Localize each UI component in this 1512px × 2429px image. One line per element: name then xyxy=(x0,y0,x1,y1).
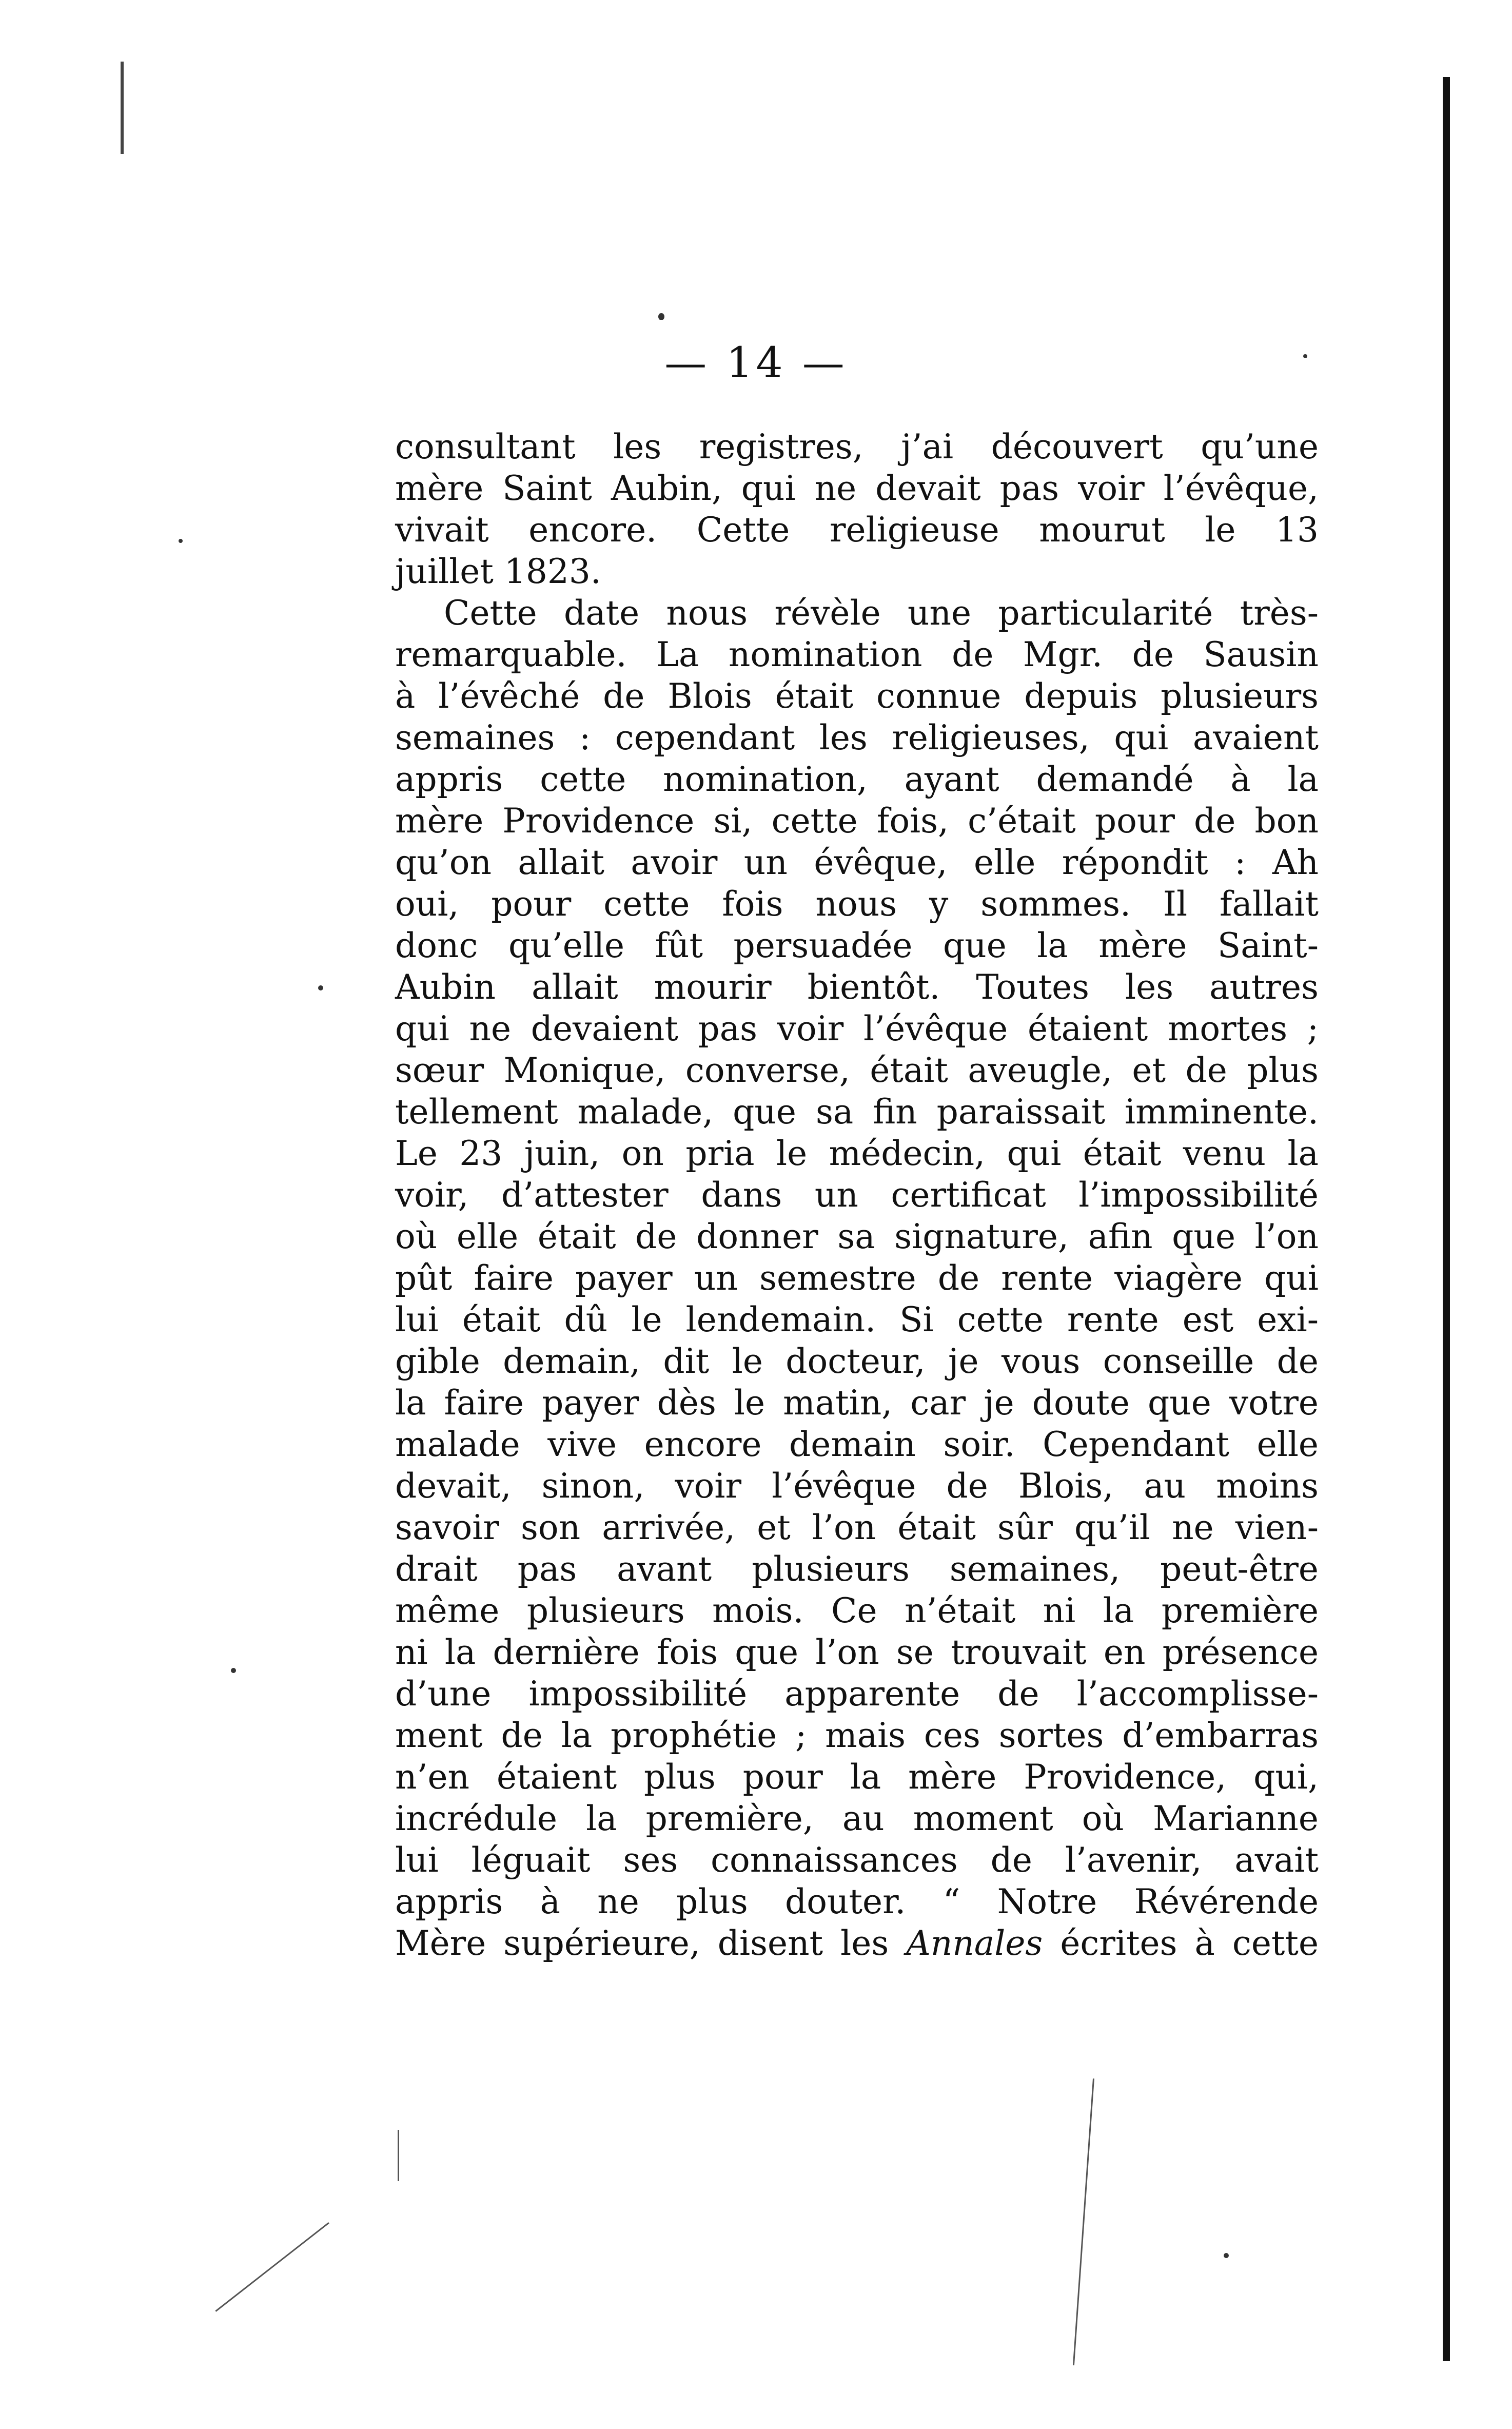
text-line: qu’on allait avoir un évêque, elle répondit : Ah xyxy=(395,843,1319,882)
text-line: tellement malade, que sa fin paraissait imminente. xyxy=(395,1092,1319,1132)
text-line: semaines : cependant les religieuses, qui avaient xyxy=(395,718,1319,757)
text-line: Cette date nous révèle une particularité très- xyxy=(444,593,1319,633)
text-line: même plusieurs mois. Ce n’était ni la première xyxy=(395,1591,1319,1630)
text-line: incrédule la première, au moment où Marianne xyxy=(395,1799,1319,1838)
text-line: juillet 1823. xyxy=(395,552,601,591)
scan-speck xyxy=(231,1668,236,1673)
text-line: savoir son arrivée, et l’on était sûr qu’il ne vien- xyxy=(395,1508,1319,1547)
text-line: ni la dernière fois que l’on se trouvait en présence xyxy=(395,1633,1319,1672)
scan-mark xyxy=(215,2222,329,2312)
text-line: à l’évêché de Blois était connue depuis plusieurs xyxy=(395,676,1319,716)
text-line: Le 23 juin, on pria le médecin, qui était venu la xyxy=(395,1134,1319,1173)
text-line: ment de la prophétie ; mais ces sortes d’embarras xyxy=(395,1716,1319,1755)
text-line: remarquable. La nomination de Mgr. de Sausin xyxy=(395,635,1319,674)
text-segment: écrites à cette xyxy=(1043,1923,1319,1963)
text-segment: Mère supérieure, disent les xyxy=(395,1923,907,1963)
scan-edge-left xyxy=(121,62,124,154)
text-line: pût faire payer un semestre de rente viagère qui xyxy=(395,1258,1319,1298)
text-line: voir, d’attester dans un certificat l’impossibilité xyxy=(395,1175,1319,1215)
text-line: la faire payer dès le matin, car je doute que votre xyxy=(395,1383,1319,1423)
text-line: Aubin allait mourir bientôt. Toutes les autres xyxy=(395,967,1319,1007)
text-line: appris cette nomination, ayant demandé à la xyxy=(395,760,1319,799)
text-line: vivait encore. Cette religieuse mourut le 13 xyxy=(395,510,1319,550)
text-line: drait pas avant plusieurs semaines, peut-être xyxy=(395,1549,1319,1589)
text-line: oui, pour cette fois nous y sommes. Il fallait xyxy=(395,884,1319,924)
text-line: gible demain, dit le docteur, je vous conseille de xyxy=(395,1342,1319,1381)
text-line: malade vive encore demain soir. Cependant elle xyxy=(395,1425,1319,1464)
text-line: qui ne devaient pas voir l’évêque étaient mortes ; xyxy=(395,1009,1319,1048)
text-line-with-italic xyxy=(395,1922,1319,1964)
body-text xyxy=(395,426,1319,1964)
text-line: devait, sinon, voir l’évêque de Blois, au moins xyxy=(395,1466,1319,1506)
text-line: n’en étaient plus pour la mère Providence, qui, xyxy=(395,1757,1319,1797)
scan-mark xyxy=(1073,2078,1094,2365)
italic-title: Annales xyxy=(906,1923,1043,1963)
scan-speck xyxy=(658,313,664,320)
text-line: donc qu’elle fût persuadée que la mère Saint- xyxy=(395,926,1319,965)
text-line: d’une impossibilité apparente de l’accomplisse- xyxy=(395,1674,1319,1714)
scan-speck xyxy=(1224,2253,1229,2258)
page-number: — 14 — xyxy=(664,339,848,387)
text-line: appris à ne plus douter. “ Notre Révérende xyxy=(395,1882,1319,1921)
text-line: lui léguait ses connaissances de l’avenir, avait xyxy=(395,1840,1319,1880)
text-line: sœur Monique, converse, était aveugle, et de plus xyxy=(395,1051,1319,1090)
text-line: mère Saint Aubin, qui ne devait pas voir l’évêque, xyxy=(395,469,1319,508)
text-line: lui était dû le lendemain. Si cette rente est exi- xyxy=(395,1300,1319,1339)
scan-speck xyxy=(179,539,183,543)
scan-mark xyxy=(398,2130,399,2181)
text-line: où elle était de donner sa signature, afin que l’on xyxy=(395,1217,1319,1256)
text-line: mère Providence si, cette fois, c’était pour de bon xyxy=(395,801,1319,841)
scan-speck xyxy=(318,985,323,990)
scan-edge-right xyxy=(1443,77,1450,2361)
text-line: consultant les registres, j’ai découvert qu’une xyxy=(395,427,1319,467)
